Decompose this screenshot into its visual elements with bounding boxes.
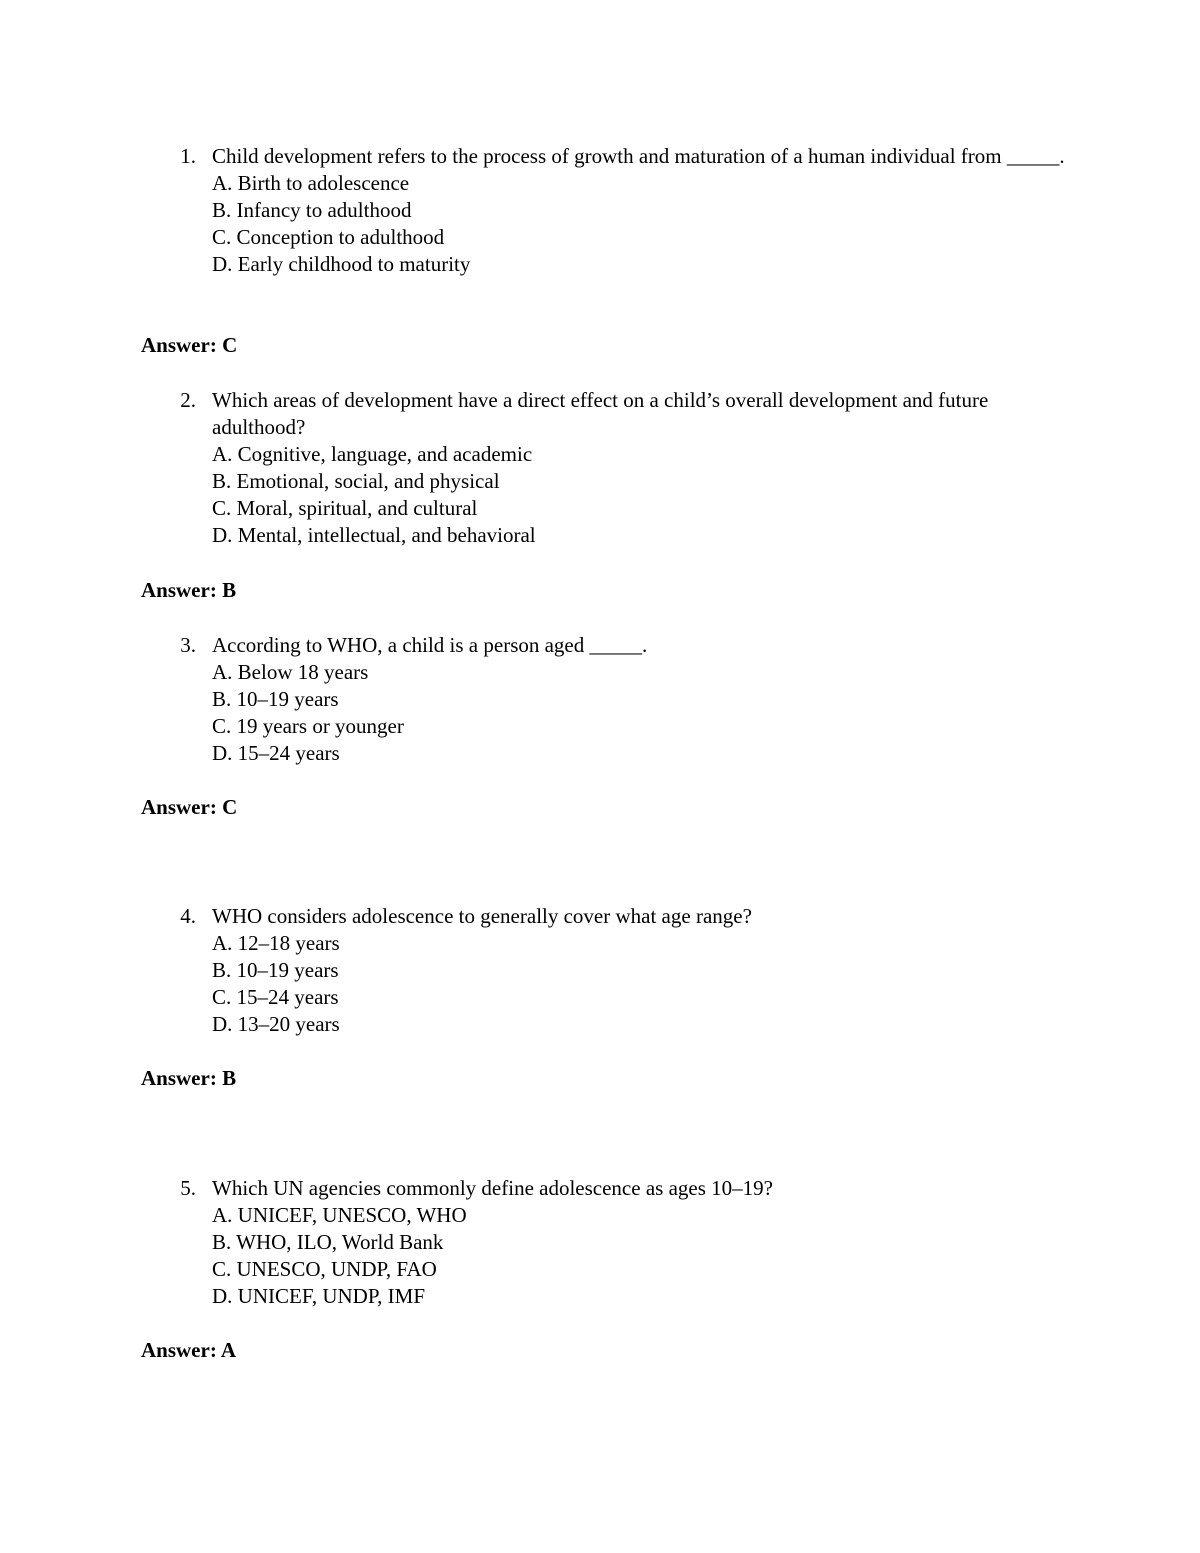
option-a: A. Birth to adolescence [212,171,410,195]
question-number: 1. [180,144,196,168]
question-number: 4. [180,904,196,928]
question-text: Child development refers to the process of growth and maturation of a human individual from _____. [212,144,1065,168]
answer-label: Answer: [141,1066,217,1090]
answer-label: Answer: [141,333,217,357]
question-body [212,632,1072,767]
answer-value: B [222,578,237,602]
question-text: According to WHO, a child is a person aged _____. [212,633,648,657]
question-number: 3. [180,633,196,657]
question-text: Which UN agencies commonly define adolescence as ages 10–19? [212,1176,773,1200]
option-b: B. 10–19 years [212,687,339,711]
answer-value: C [222,333,238,357]
option-c: C. UNESCO, UNDP, FAO [212,1257,437,1281]
question-body [212,143,1072,278]
question-number: 2. [180,388,196,412]
option-c: C. 15–24 years [212,985,339,1009]
option-d: D. Early childhood to maturity [212,252,471,276]
option-d: D. Mental, intellectual, and behavioral [212,523,536,547]
option-c: C. 19 years or younger [212,714,404,738]
answer-1 [141,332,237,359]
answer-label: Answer: [141,578,217,602]
answer-2 [141,577,236,604]
answer-label: Answer: [141,1338,217,1362]
option-b: B. Emotional, social, and physical [212,469,500,493]
answer-4 [141,1065,236,1092]
answer-5 [141,1337,236,1364]
answer-value: B [222,1066,237,1090]
question-body [212,387,1072,549]
option-b: B. Infancy to adulthood [212,198,412,222]
option-d: D. 13–20 years [212,1012,340,1036]
option-a: A. Cognitive, language, and academic [212,442,533,466]
question-body [212,903,1072,1038]
answer-label: Answer: [141,795,217,819]
option-d: D. UNICEF, UNDP, IMF [212,1284,426,1308]
option-c: C. Conception to adulthood [212,225,445,249]
option-c: C. Moral, spiritual, and cultural [212,496,478,520]
question-number: 5. [180,1176,196,1200]
answer-value: C [222,795,238,819]
question-text: Which areas of development have a direct effect on a child’s overall development and future adulthood? [212,388,989,439]
option-b: B. 10–19 years [212,958,339,982]
option-a: A. Below 18 years [212,660,369,684]
option-d: D. 15–24 years [212,741,340,765]
question-text: WHO considers adolescence to generally cover what age range? [212,904,752,928]
answer-value: A [220,1338,237,1362]
answer-3 [141,794,237,821]
question-body [212,1175,1072,1310]
option-a: A. UNICEF, UNESCO, WHO [212,1203,467,1227]
option-a: A. 12–18 years [212,931,340,955]
option-b: B. WHO, ILO, World Bank [212,1230,444,1254]
